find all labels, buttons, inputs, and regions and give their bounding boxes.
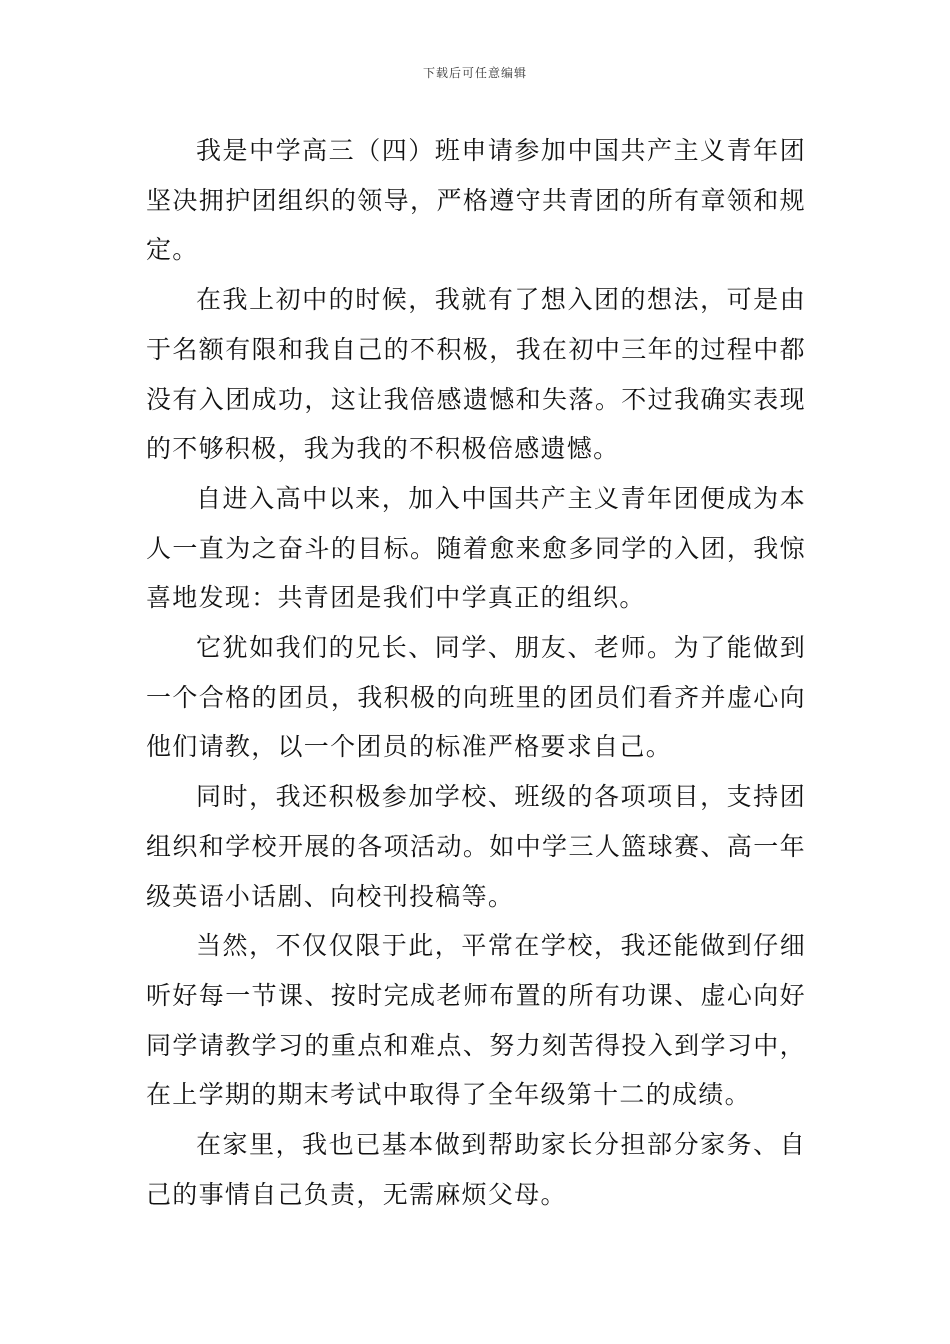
paragraph-3: 自进入高中以来，加入中国共产主义青年团便成为本人一直为之奋斗的目标。随着愈来愈多同学的入团，我惊喜地发现：共青团是我们中学真正的组织。 bbox=[146, 483, 806, 613]
page-header-note: 下载后可任意编辑 bbox=[422, 66, 527, 80]
paragraph-4: 它犹如我们的兄长、同学、朋友、老师。为了能做到一个合格的团员，我积极的向班里的团员们看齐并虚心向他们请教，以一个团员的标准严格要求自己。 bbox=[146, 633, 806, 762]
paragraph-7: 在家里，我也已基本做到帮助家长分担部分家务、自己的事情自己负责，无需麻烦父母。 bbox=[146, 1130, 806, 1209]
paragraph-2: 在我上初中的时候，我就有了想入团的想法，可是由于名额有限和我自己的不积极，我在初中三年的过程中都没有入团成功，这让我倍感遗憾和失落。不过我确实表现的不够积极，我为我的不积极倍感遗憾。 bbox=[146, 285, 806, 464]
paragraph-5: 同时，我还积极参加学校、班级的各项项目，支持团组织和学校开展的各项活动。如中学三人篮球赛、高一年级英语小话剧、向校刊投稿等。 bbox=[146, 782, 806, 911]
paragraph-6: 当然，不仅仅限于此，平常在学校，我还能做到仔细听好每一节课、按时完成老师布置的所有功课、虚心向好同学请教学习的重点和难点、努力刻苦得投入到学习中，在上学期的期末考试中取得了全年级第十二的成绩。 bbox=[146, 931, 806, 1110]
document-body bbox=[146, 126, 806, 1219]
paragraph-1: 我是中学高三（四）班申请参加中国共产主义青年团坚决拥护团组织的领导，严格遵守共青团的所有章领和规定。 bbox=[146, 136, 806, 265]
